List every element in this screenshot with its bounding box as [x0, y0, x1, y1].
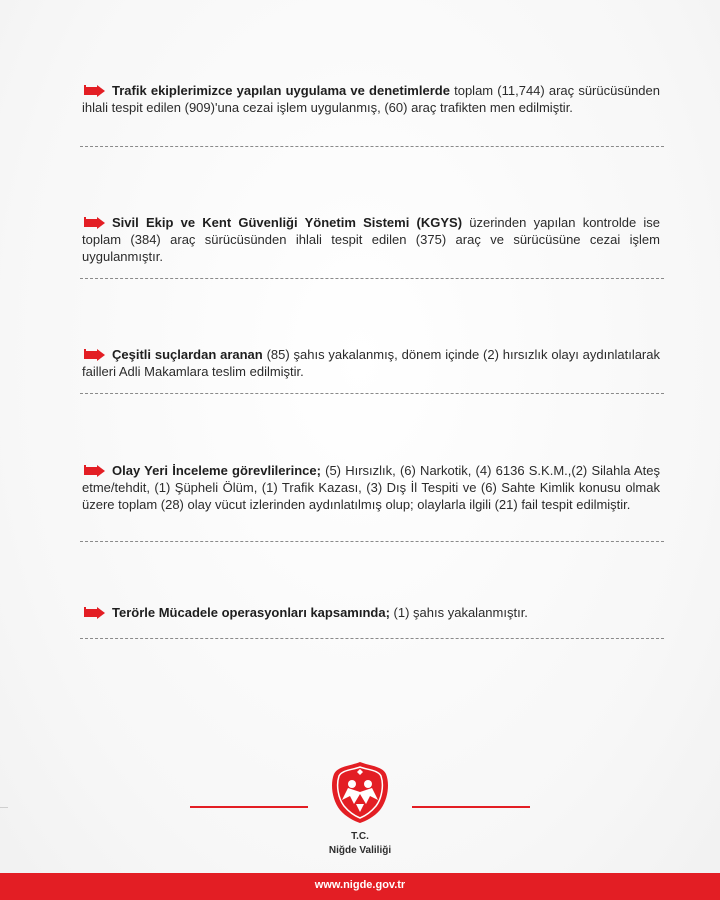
item-text: (5) Hırsızlık, (6) Narkotik, (4) 6136 S.K.M.,(2) Silahla Ateş etme/tehdit, (1) Şüpheli Ölüm, (1) Trafik Kazası, (3) Dış İl Tespiti ve (6) Sahte Kimlik konusu olmak üzere toplam (28) olay vücut izlerinden aydınlatılmış olup; olaylarla ilgili (21) fail tespit edilmiştir. — [82, 463, 660, 512]
item-text: üzerinden yapılan kontrolde ise toplam (384) araç sürücüsünden ihlali tespit edilen (375) araç ve sürücüsüne cezai işlem uygulanmıştır. — [82, 215, 661, 264]
item-heading: Sivil Ekip ve Kent Güvenliği Yönetim Sistemi (KGYS) — [112, 215, 463, 230]
footer-line-right — [412, 806, 530, 808]
item-text: toplam (11,744) araç sürücüsünden ihlali tespit edilen (909)'una cezai işlem uygulanmış, (60) araç trafikten men edilmiştir. — [82, 83, 660, 115]
double-headed-eagle-emblem — [330, 760, 390, 824]
item-heading: Çeşitli suçlardan aranan — [112, 347, 263, 362]
org-line-2: Niğde Valiliği — [328, 845, 392, 856]
item-heading: Trafik ekiplerimizce yapılan uygulama ve denetimlerde — [112, 83, 450, 98]
info-item-counter-terror — [82, 604, 660, 621]
info-item-kgys — [82, 214, 660, 265]
info-item-crime-scene — [82, 462, 660, 513]
footer-line-left-grey — [0, 807, 8, 808]
red-arrow-icon — [82, 83, 106, 97]
info-item-wanted — [82, 346, 660, 380]
dashed-divider — [80, 541, 664, 542]
item-text: (85) şahıs yakalanmış, dönem içinde (2) hırsızlık olayı aydınlatılarak failleri Adli Makamlara teslim edilmiştir. — [82, 347, 660, 379]
org-line-1: T.C. — [351, 831, 369, 842]
dashed-divider — [80, 146, 664, 147]
dashed-divider — [80, 638, 664, 639]
website-link[interactable]: www.nigde.gov.tr — [314, 879, 406, 891]
item-text: (1) şahıs yakalanmıştır. — [389, 605, 528, 620]
dashed-divider — [80, 393, 664, 394]
red-arrow-icon — [82, 605, 106, 619]
item-heading: Olay Yeri İnceleme görevlilerince; — [112, 463, 321, 478]
footer-line-left — [190, 806, 308, 808]
info-item-traffic — [82, 82, 660, 116]
red-arrow-icon — [82, 215, 106, 229]
dashed-divider — [80, 278, 664, 279]
red-arrow-icon — [82, 463, 106, 477]
red-arrow-icon — [82, 347, 106, 361]
item-heading: Terörle Mücadele operasyonları kapsamında; — [112, 605, 390, 620]
